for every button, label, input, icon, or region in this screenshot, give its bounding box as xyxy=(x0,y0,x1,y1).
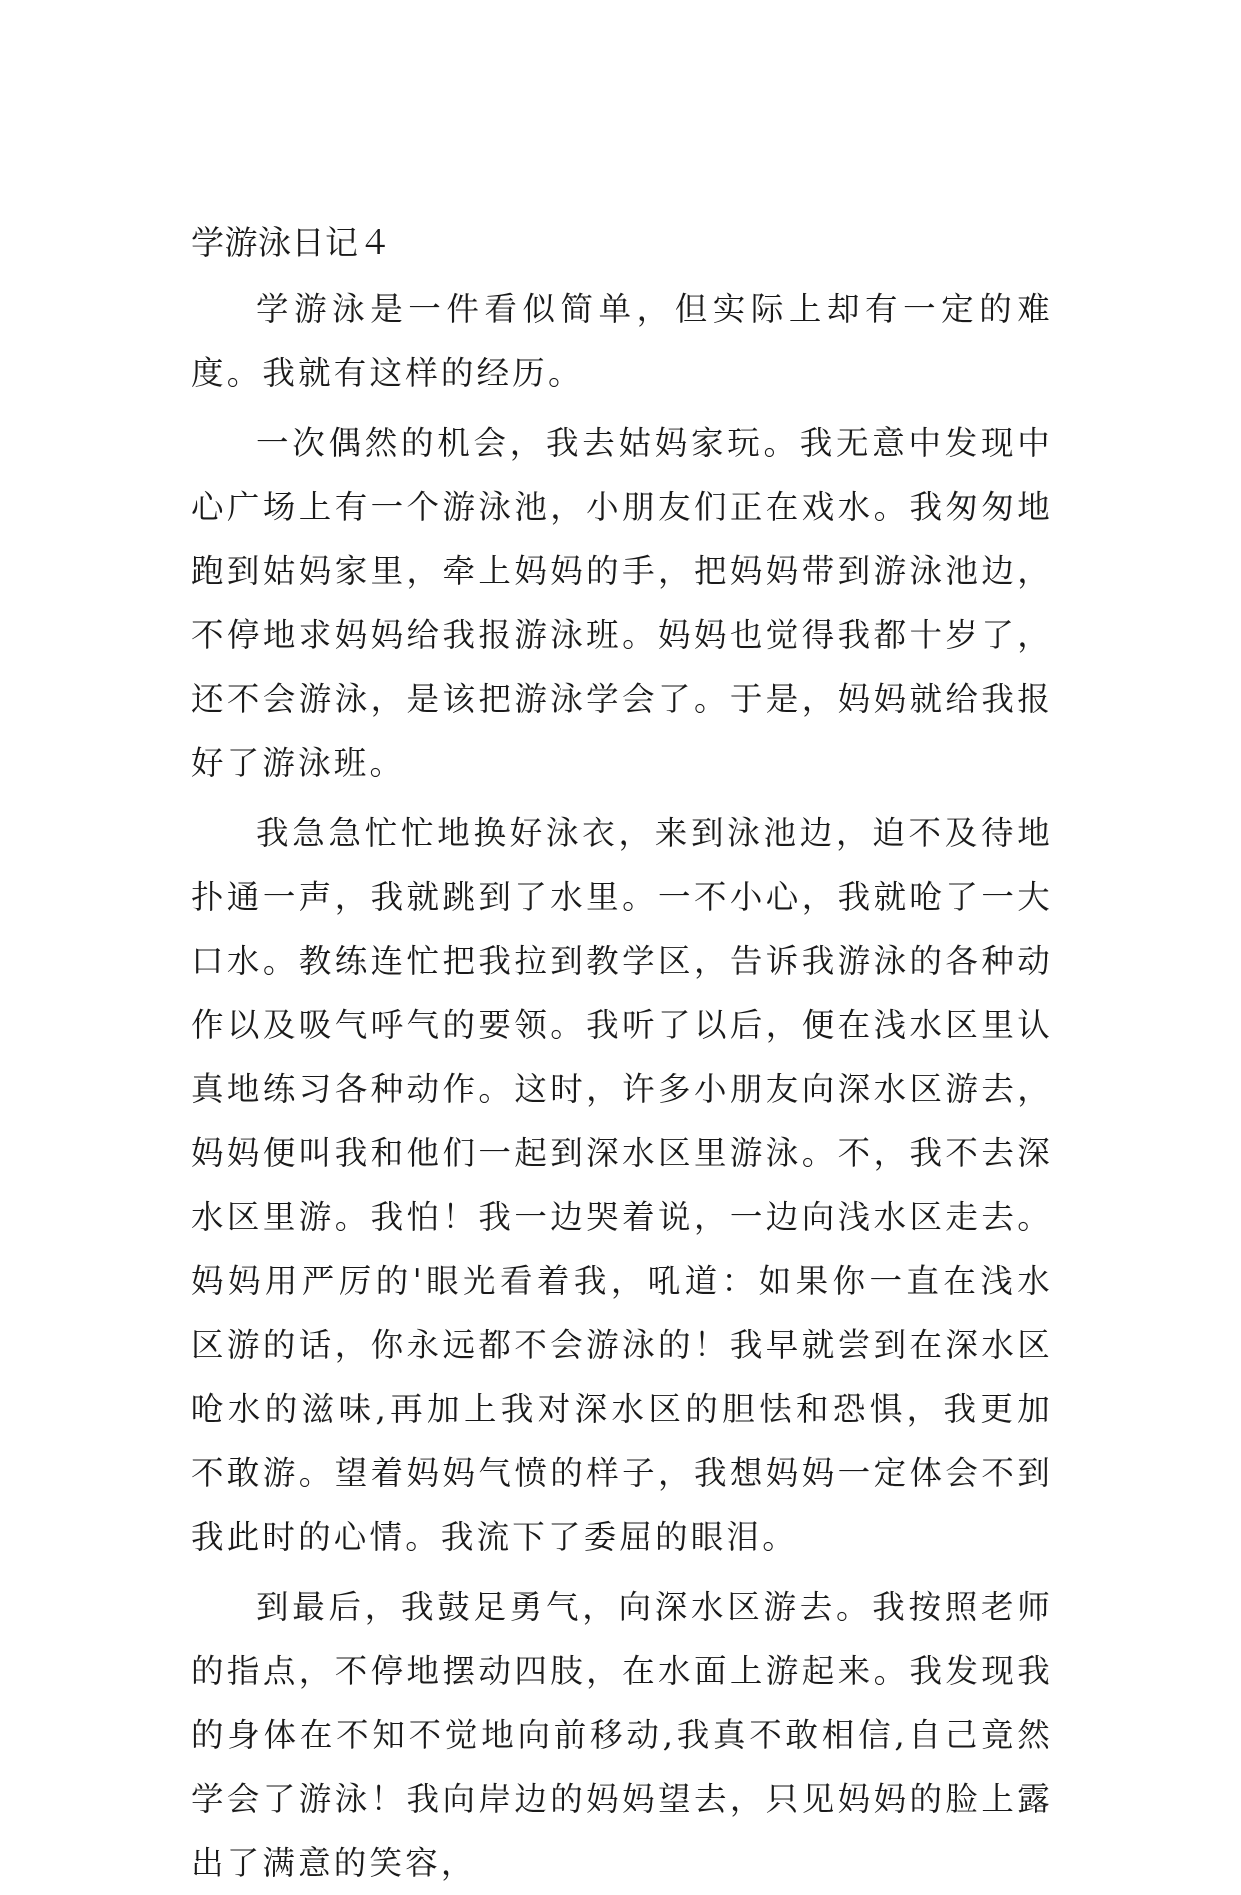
document-title: 学游泳日记４ xyxy=(191,223,392,262)
paragraph-4: 到最后，我鼓足勇气，向深水区游去。我按照老师的指点，不停地摆动四肢，在水面上游起来。我发现我的身体在不知不觉地向前移动,我真不敢相信,自己竟然学会了游泳！我向岸边的妈妈望去，只见妈妈的脸上露出了满意的笑容， xyxy=(191,1588,1053,1882)
paragraph-3: 我急急忙忙地换好泳衣，来到泳池边，迫不及待地扑通一声，我就跳到了水里。一不小心，我就呛了一大口水。教练连忙把我拉到教学区，告诉我游泳的各种动作以及吸气呼气的要领。我听了以后，便在浅水区里认真地练习各种动作。这时，许多小朋友向深水区游去，妈妈便叫我和他们一起到深水区里游泳。不，我不去深水区里游。我怕！我一边哭着说，一边向浅水区走去。妈妈用严厉的'眼光看着我，吼道：如果你一直在浅水区游的话，你永远都不会游泳的！我早就尝到在深水区呛水的滋味,再加上我对深水区的胆怯和恐惧，我更加不敢游。望着妈妈气愤的样子，我想妈妈一定体会不到我此时的心情。我流下了委屈的眼泪。 xyxy=(191,814,1053,1556)
document-body xyxy=(191,211,1053,1895)
paragraph-1: 学游泳是一件看似简单，但实际上却有一定的难度。我就有这样的经历。 xyxy=(191,290,1053,392)
paragraph-2: 一次偶然的机会，我去姑妈家玩。我无意中发现中心广场上有一个游泳池，小朋友们正在戏水。我匆匆地跑到姑妈家里，牵上妈妈的手，把妈妈带到游泳池边，不停地求妈妈给我报游泳班。妈妈也觉得我都十岁了，还不会游泳，是该把游泳学会了。于是，妈妈就给我报好了游泳班。 xyxy=(191,424,1053,782)
